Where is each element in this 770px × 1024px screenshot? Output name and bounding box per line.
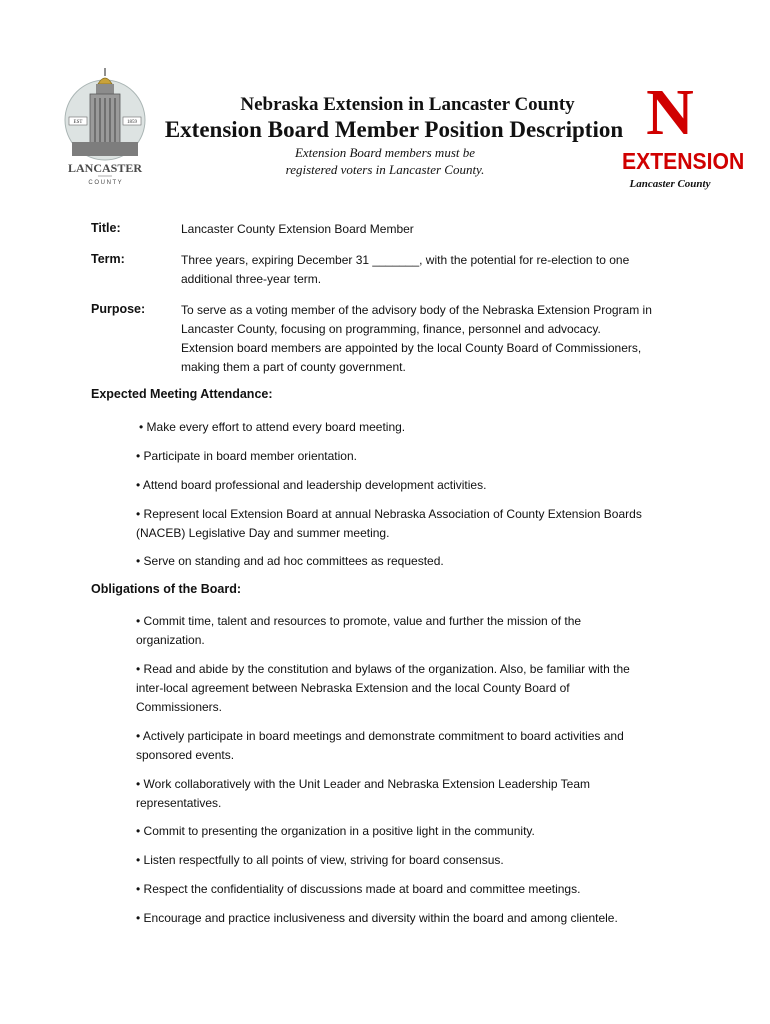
term-line-1: Three years, expiring December 31 _______, with the potential for re-election to one xyxy=(181,253,630,267)
obligation-3-line-2: sponsored events. xyxy=(136,748,235,762)
attendance-bullet-2: • Participate in board member orientation. xyxy=(136,449,357,463)
attendance-bullet-4-line-2: (NACEB) Legislative Day and summer meeting. xyxy=(136,526,390,540)
subtitle-line-1: Extension Board members must be xyxy=(294,145,476,160)
obligation-3-line-1: • Actively participate in board meetings and demonstrate commitment to board activities and xyxy=(136,729,624,743)
purpose-line-1: To serve as a voting member of the advisory body of the Nebraska Extension Program in xyxy=(181,303,652,317)
nebraska-n-icon: N xyxy=(646,76,694,149)
obligations-heading: Obligations of the Board: xyxy=(91,582,241,596)
purpose-line-3: Extension board members are appointed by the local County Board of Commissioners, xyxy=(181,341,642,355)
subtitle-line-2: registered voters in Lancaster County. xyxy=(285,162,485,177)
obligation-2-line-3: Commissioners. xyxy=(136,700,223,714)
obligation-7: • Respect the confidentiality of discussions made at board and committee meetings. xyxy=(136,882,581,896)
attendance-bullet-4-line-1: • Represent local Extension Board at annual Nebraska Association of County Extension Boards xyxy=(136,507,642,521)
obligation-4-line-1: • Work collaboratively with the Unit Leader and Nebraska Extension Leadership Team xyxy=(136,777,591,791)
term-line-2: additional three-year term. xyxy=(181,272,322,286)
org-name: Nebraska Extension in Lancaster County xyxy=(240,94,575,115)
obligation-1-line-2: organization. xyxy=(136,633,205,647)
purpose-line-4: making them a part of county government. xyxy=(181,360,406,374)
attendance-bullet-3: • Attend board professional and leadership development activities. xyxy=(136,478,487,492)
svg-text:EST: EST xyxy=(73,120,83,125)
attendance-bullet-1: • Make every effort to attend every board meeting. xyxy=(139,420,406,434)
svg-text:1859: 1859 xyxy=(127,120,137,125)
obligation-5: • Commit to presenting the organization in a positive light in the community. xyxy=(136,824,535,838)
nebraska-extension-logo xyxy=(614,76,745,198)
purpose-line-2: Lancaster County, focusing on programming, finance, personnel and advocacy. xyxy=(181,322,601,336)
title-value: Lancaster County Extension Board Member xyxy=(181,222,414,236)
purpose-label: Purpose: xyxy=(91,302,146,316)
extension-wordmark: EXTENSION xyxy=(622,148,745,174)
extension-county-label: Lancaster County xyxy=(629,178,711,190)
svg-text:LANCASTER: LANCASTER xyxy=(67,161,143,175)
attendance-heading: Expected Meeting Attendance: xyxy=(91,387,273,401)
obligation-4-line-2: representatives. xyxy=(136,796,222,810)
svg-text:C O U N T Y: C O U N T Y xyxy=(88,180,122,186)
obligation-8: • Encourage and practice inclusiveness and diversity within the board and among clientele. xyxy=(136,911,618,925)
obligation-6: • Listen respectfully to all points of view, striving for board consensus. xyxy=(136,853,504,867)
obligation-1-line-1: • Commit time, talent and resources to promote, value and further the mission of the xyxy=(136,614,582,628)
obligation-2-line-1: • Read and abide by the constitution and bylaws of the organization. Also, be familiar with the xyxy=(136,662,630,676)
attendance-bullet-5: • Serve on standing and ad hoc committees as requested. xyxy=(136,554,444,568)
term-label: Term: xyxy=(91,252,125,266)
title-label: Title: xyxy=(91,221,121,235)
obligation-2-line-2: inter-local agreement between Nebraska Extension and the local County Board of xyxy=(136,681,570,695)
document-title: Extension Board Member Position Description xyxy=(164,117,624,142)
